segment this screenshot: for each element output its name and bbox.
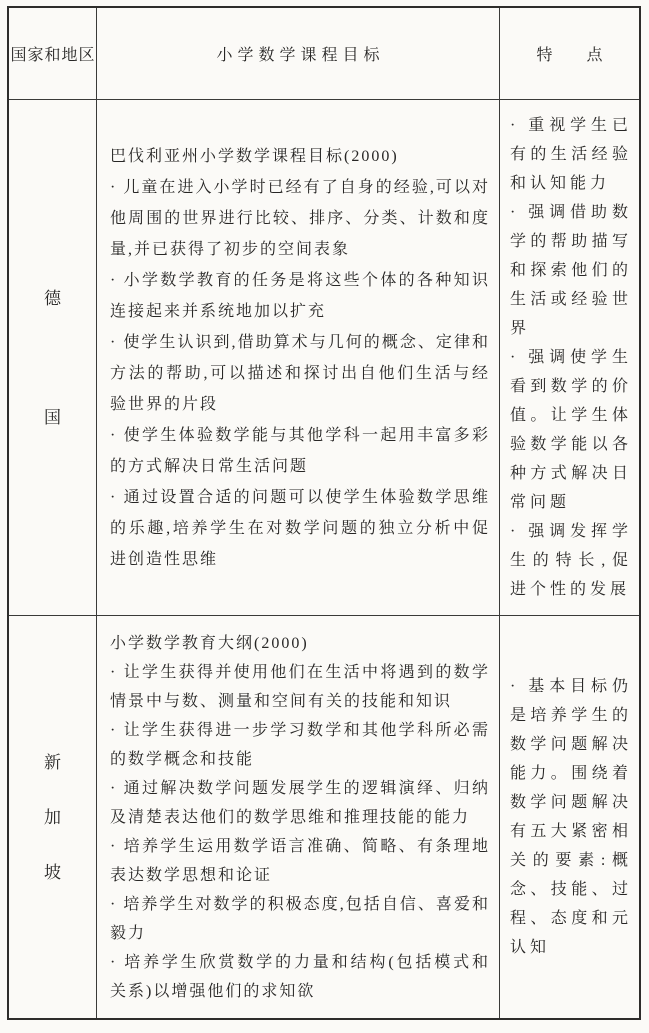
feature-bullet: · 重视学生已有的生活经验和认知能力	[510, 117, 632, 192]
goals-title: 巴伐利亚州小学数学课程目标(2000)	[110, 147, 399, 165]
goal-bullet: · 使学生体验数学能与其他学科一起用丰富多彩的方式解决日常生活问题	[110, 426, 490, 475]
goal-bullet: · 通过设置合适的问题可以使学生体验数学思维的乐趣,培养学生在对数学问题的独立分析中促进创造性思维	[110, 488, 490, 568]
goal-bullet: · 通过解决数学问题发展学生的逻辑演绎、归纳及清楚表达他们的数学思维和推理技能的能力	[110, 779, 490, 826]
feature-bullet: · 强调借助数学的帮助描写和探索他们的生活或经验世界	[510, 204, 632, 337]
country-char: 德	[44, 288, 61, 308]
header-label-goals: 小学数学课程目标	[216, 47, 385, 64]
header-cell-goals	[97, 8, 500, 100]
header-cell-features	[500, 8, 639, 100]
goal-bullet: · 儿童在进入小学时已经有了自身的经验,可以对他周围的世界进行比较、排序、分类、计数和度量,并已获得了初步的空间表象	[110, 178, 490, 258]
header-label-features: 特点	[536, 47, 637, 64]
features-cell-singapore	[500, 616, 639, 1018]
country-char: 坡	[44, 862, 61, 882]
country-char: 加	[44, 807, 61, 827]
goal-bullet: · 让学生获得进一步学习数学和其他学科所必需的数学概念和技能	[110, 721, 490, 768]
feature-bullet: · 基本目标仍是培养学生的数学问题解决能力。围绕着数学问题解决有五大紧密相关的要素:概念、技能、过程、态度和元认知	[510, 678, 632, 956]
features-cell-germany	[500, 100, 639, 616]
feature-bullet: · 强调发挥学生的特长,促进个性的发展	[510, 523, 632, 598]
goal-bullet: · 小学数学教育的任务是将这些个体的各种知识连接起来并系统地加以扩充	[110, 271, 490, 320]
curriculum-comparison-table	[7, 6, 641, 1020]
goals-cell-germany	[97, 100, 500, 616]
goal-bullet: · 培养学生运用数学语言准确、简略、有条理地表达数学思想和论证	[110, 837, 490, 884]
country-cell-germany	[9, 100, 97, 616]
goals-cell-singapore	[97, 616, 500, 1018]
header-label-country: 国家和地区	[10, 47, 96, 64]
header-cell-country	[9, 8, 97, 100]
country-cell-singapore	[9, 616, 97, 1018]
feature-bullet: · 强调使学生看到数学的价值。让学生体验数学能以各种方式解决日常问题	[510, 349, 632, 511]
goal-bullet: · 使学生认识到,借助算术与几何的概念、定律和方法的帮助,可以描述和探讨出自他们生活与经验世界的片段	[110, 333, 490, 413]
goals-title: 小学数学教育大纲(2000)	[110, 634, 309, 652]
country-char: 国	[44, 407, 61, 427]
goal-bullet: · 培养学生欣赏数学的力量和结构(包括模式和关系)以增强他们的求知欲	[110, 953, 490, 1000]
goal-bullet: · 培养学生对数学的积极态度,包括自信、喜爱和毅力	[110, 895, 490, 942]
goal-bullet: · 让学生获得并使用他们在生活中将遇到的数学情景中与数、测量和空间有关的技能和知识	[110, 663, 490, 710]
country-char: 新	[44, 752, 61, 772]
